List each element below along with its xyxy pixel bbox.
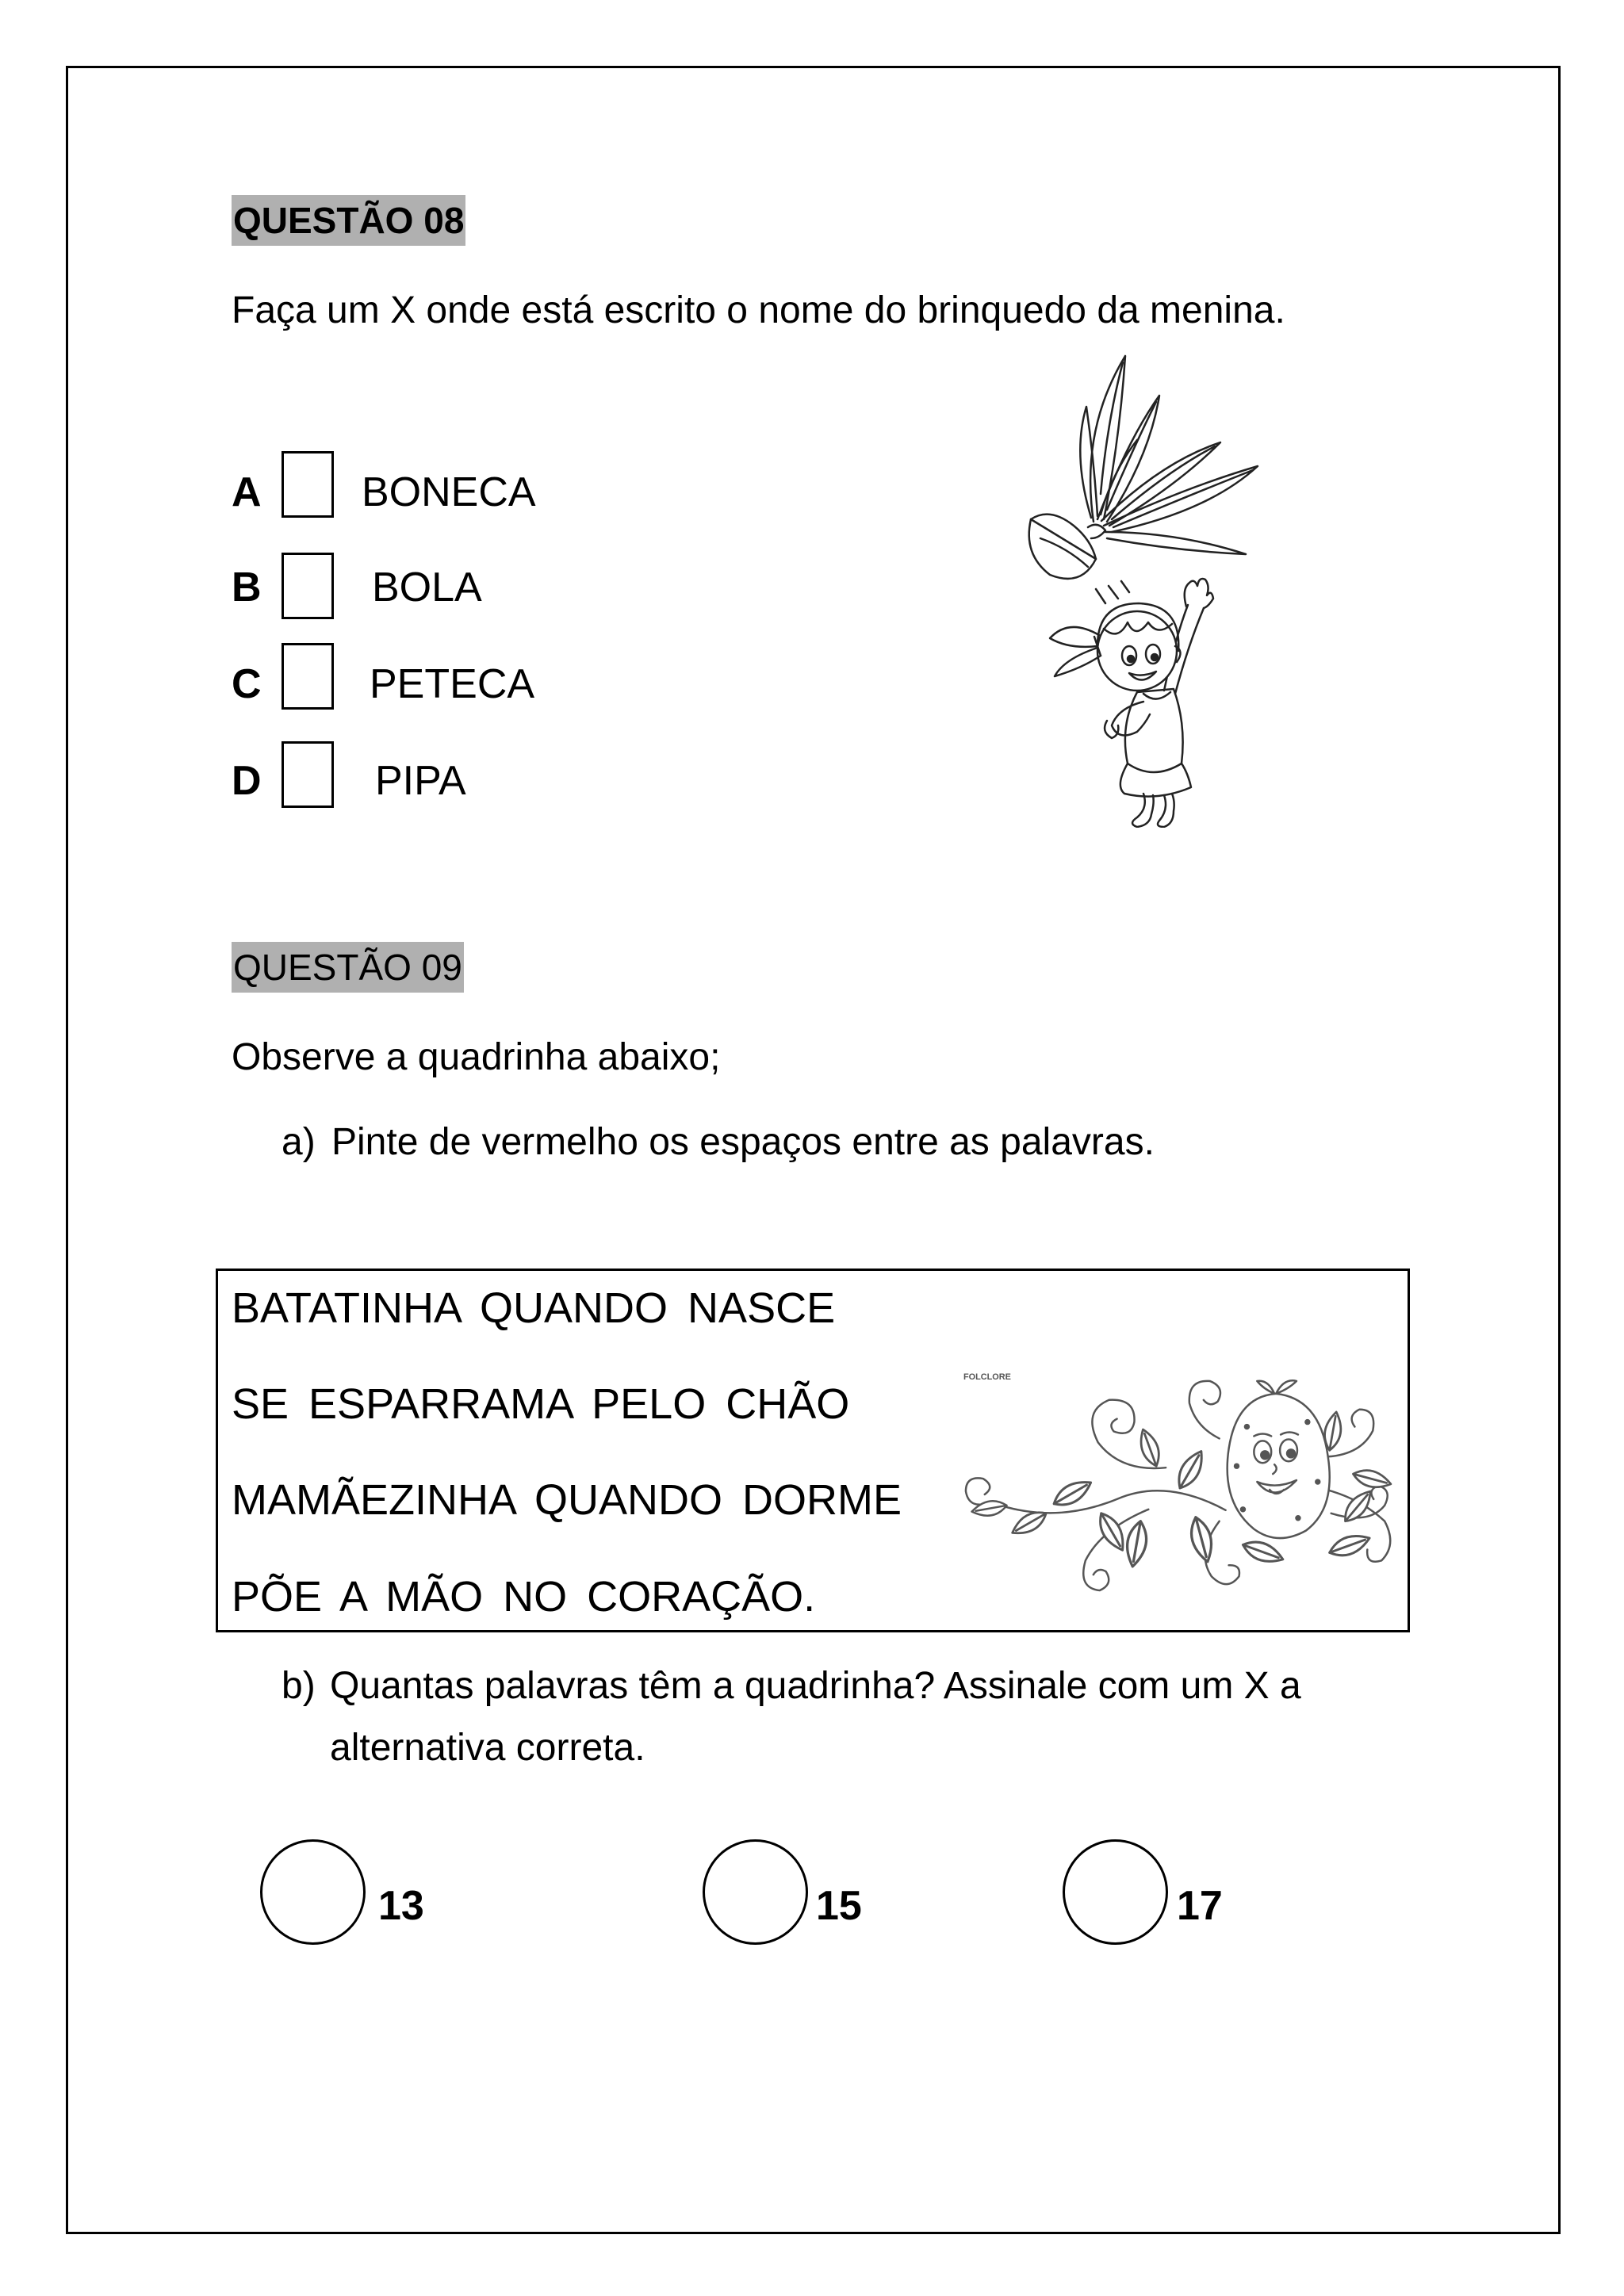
freckle [1305,1420,1309,1424]
option-letter: C [232,661,262,707]
leaf [1351,1467,1393,1492]
illustration-caption: FOLCLORE [963,1372,1011,1382]
potato-pupil [1287,1449,1295,1457]
leaf [1327,1530,1373,1560]
item-b-line2: alternativa correta. [330,1727,645,1769]
feather [1105,532,1246,554]
sprout [1257,1380,1297,1394]
option-b [232,554,707,621]
item-b-line1: Quantas palavras têm a quadrinha? Assinale com um X a [330,1665,1301,1707]
pigtail [1050,627,1099,647]
poem-box [216,1269,1410,1632]
pigtail-lower [1055,648,1101,676]
vine-main [991,1490,1226,1513]
answer-circle-13[interactable] [260,1839,366,1945]
leaf [971,1498,1008,1518]
answer-label-13: 13 [378,1883,424,1929]
option-text: BONECA [362,469,536,515]
potato-body [1228,1394,1330,1538]
option-b-checkbox[interactable] [282,553,334,619]
item-b-marker: b) [282,1665,316,1707]
leaf [1240,1536,1286,1567]
pupil-right [1151,654,1158,660]
option-a [232,459,707,526]
girl-peteca-illustration [1018,351,1267,828]
leg-left [1132,794,1154,827]
answer-circle-17[interactable] [1063,1839,1168,1945]
dress [1125,689,1183,772]
option-text: PIPA [375,758,466,804]
feather [1080,407,1097,518]
option-d-checkbox[interactable] [282,741,334,808]
option-text: BOLA [372,564,482,610]
freckle [1316,1480,1320,1484]
peteca-feathers [1080,356,1258,554]
option-c-checkbox[interactable] [282,643,334,710]
freckle [1245,1425,1249,1429]
answer-circle-15[interactable] [703,1839,808,1945]
freckle [1296,1516,1300,1520]
poem-line-2: SE ESPARRAMA PELO CHÃO [232,1380,850,1428]
leaf [1136,1427,1163,1469]
feather-rib [1113,470,1253,527]
option-letter: D [232,758,262,804]
poem-line-4: PÕE A MÃO NO CORAÇÃO. [232,1573,816,1621]
item-a-text: Pinte de vermelho os espaços entre as palavras. [331,1121,1155,1163]
question-9-label: QUESTÃO 09 [232,942,464,993]
option-c [232,651,707,718]
leaf [1094,1509,1129,1554]
potato-illustration [959,1363,1404,1612]
poem-line-1: BATATINHA QUANDO NASCE [232,1284,836,1332]
answer-label-17: 17 [1177,1883,1223,1929]
spiral [1189,1381,1220,1439]
question-9-intro: Observe a quadrinha abaixo; [232,1036,721,1078]
leaf [1173,1447,1208,1492]
freckle [1235,1464,1239,1468]
pupil-left [1128,656,1134,662]
potato-pupil [1261,1451,1269,1459]
fist [1105,721,1118,738]
peteca-base [1029,515,1105,579]
option-letter: A [232,469,262,515]
leaf [1187,1515,1216,1564]
motion-lines [1096,581,1129,603]
leaf [1339,1487,1377,1526]
option-a-checkbox[interactable] [282,451,334,518]
feather-rib [1112,446,1215,519]
girl-figure [1050,579,1213,827]
potato-character [1228,1380,1330,1538]
answer-label-15: 15 [816,1883,862,1929]
hand [1185,579,1213,608]
leaf [1124,1520,1150,1568]
leaf [1050,1475,1095,1511]
peteca-tie [1088,525,1105,538]
item-a-marker: a) [282,1121,316,1163]
option-d [232,748,707,814]
question-8-prompt: Faça um X onde está escrito o nome do brinquedo da menina. [232,289,1285,331]
vine-curl-left [966,1478,991,1504]
option-letter: B [232,564,262,610]
leg-right [1158,794,1174,827]
option-text: PETECA [370,661,535,707]
question-8-label: QUESTÃO 08 [232,195,465,246]
poem-line-3: MAMÃEZINHA QUANDO DORME [232,1476,902,1524]
freckle [1241,1507,1245,1511]
